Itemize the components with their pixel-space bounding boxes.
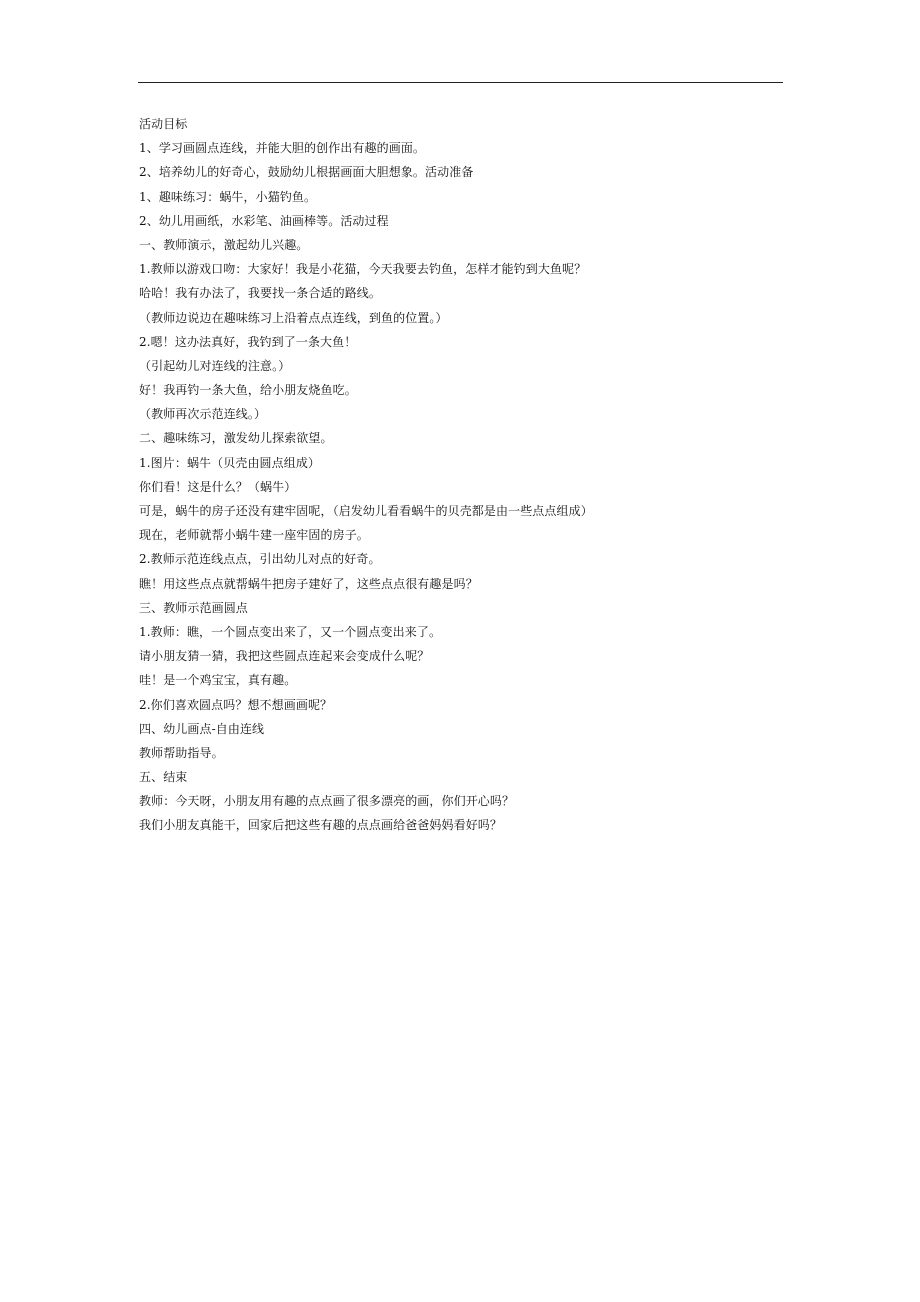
text-line: 2.你们喜欢圆点吗？想不想画画呢？: [139, 697, 333, 712]
text-line: 教师：今天呀，小朋友用有趣的点点画了很多漂亮的画，你们开心吗？: [139, 794, 515, 809]
text-line: 二、趣味练习，激发幼儿探索欲望。: [139, 431, 333, 446]
text-line: 2、幼儿用画纸，水彩笔、油画棒等。活动过程: [139, 213, 389, 228]
header-rule: [138, 82, 783, 83]
text-line: 2、培养幼儿的好奇心，鼓励幼儿根据画面大胆想象。活动准备: [139, 165, 474, 180]
text-line: （教师再次示范连线。）: [139, 407, 267, 422]
text-line: 三、教师示范画圆点: [139, 600, 248, 615]
text-line: 1.图片：蜗牛（贝壳由圆点组成）: [139, 455, 321, 470]
text-line: 教师帮助指导。: [139, 745, 224, 760]
text-line: （引起幼儿对连线的注意。）: [139, 358, 291, 373]
document-body: [139, 112, 779, 838]
text-line: 现在，老师就帮小蜗牛建一座牢固的房子。: [139, 528, 369, 543]
text-line: 哈哈！我有办法了，我要找一条合适的路线。: [139, 286, 382, 301]
text-line: 1.教师：瞧，一个圆点变出来了，又一个圆点变出来了。: [139, 624, 442, 639]
text-line: 我们小朋友真能干，回家后把这些有趣的点点画给爸爸妈妈看好吗？: [139, 818, 503, 833]
text-line: 四、幼儿画点-自由连线: [139, 721, 265, 736]
text-line: 瞧！用这些点点就帮蜗牛把房子建好了，这些点点很有趣是吗？: [139, 576, 478, 591]
text-line: 1.教师以游戏口吻：大家好！我是小花猫，今天我要去钓鱼，怎样才能钓到大鱼呢？: [139, 262, 587, 277]
text-line: 活动目标: [139, 117, 188, 131]
text-line: 2.教师示范连线点点，引出幼儿对点的好奇。: [139, 552, 381, 567]
text-line: 一、教师演示，激起幼儿兴趣。: [139, 237, 309, 252]
text-line: 你们看！这是什么？（蜗牛）: [139, 479, 297, 494]
text-line: 1、趣味练习：蜗牛，小猫钓鱼。: [139, 189, 317, 204]
text-line: 可是，蜗牛的房子还没有建牢固呢，（启发幼儿看看蜗牛的贝壳都是由一些点点组成）: [139, 504, 593, 518]
text-line: 请小朋友猜一猜，我把这些圆点连起来会变成什么呢？: [139, 649, 430, 664]
text-line: 1、学习画圆点连线，并能大胆的创作出有趣的画面。: [139, 141, 426, 156]
text-line: 五、结束: [139, 770, 188, 785]
text-line: 2.嗯！这办法真好，我钓到了一条大鱼！: [139, 334, 357, 349]
text-line: 哇！是一个鸡宝宝，真有趣。: [139, 673, 297, 688]
text-line: （教师边说边在趣味练习上沿着点点连线，到鱼的位置。）: [139, 310, 448, 325]
text-line: 好！我再钓一条大鱼，给小朋友烧鱼吃。: [139, 383, 357, 398]
